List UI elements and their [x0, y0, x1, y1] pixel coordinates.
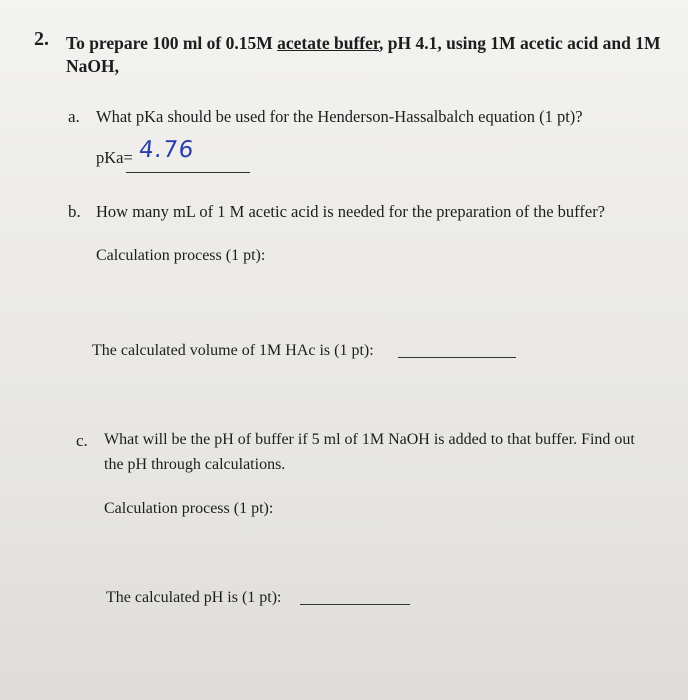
- question-intro-before: To prepare 100 ml of 0.15M: [66, 33, 278, 53]
- part-b-answer-line: [398, 357, 516, 358]
- part-a-question: What pKa should be used for the Henderson-Hassalbalch equation (1 pt)?: [96, 107, 583, 126]
- question-intro-line2: NaOH,: [66, 56, 119, 76]
- part-b-letter: b.: [68, 202, 81, 221]
- question-intro-line1: [66, 33, 661, 54]
- part-c-calculation-label: Calculation process (1 pt):: [104, 500, 274, 517]
- pka-handwritten-answer: 4.76: [137, 137, 196, 163]
- part-c-question-line1: What will be the pH of buffer if 5 ml of 1M NaOH is added to that buffer. Find out: [104, 431, 635, 448]
- part-c-question-line2: the pH through calculations.: [104, 456, 286, 473]
- pka-label: pKa=: [96, 148, 133, 167]
- part-b-question: How many mL of 1 M acetic acid is needed for the preparation of the buffer?: [96, 202, 606, 221]
- question-number: 2.: [34, 28, 49, 50]
- question-intro-after: , pH 4.1, using 1M acetic acid and 1M: [379, 33, 661, 53]
- pka-answer-line: [126, 172, 250, 173]
- part-b-volume-label: The calculated volume of 1M HAc is (1 pt):: [92, 342, 374, 359]
- part-c-answer-line: [300, 604, 410, 605]
- part-c-ph-label: The calculated pH is (1 pt):: [106, 589, 282, 606]
- part-b-calculation-label: Calculation process (1 pt):: [96, 247, 266, 264]
- part-a-letter: a.: [68, 107, 80, 126]
- question-intro-underlined: acetate buffer: [277, 33, 380, 53]
- part-c-letter: c.: [76, 431, 88, 450]
